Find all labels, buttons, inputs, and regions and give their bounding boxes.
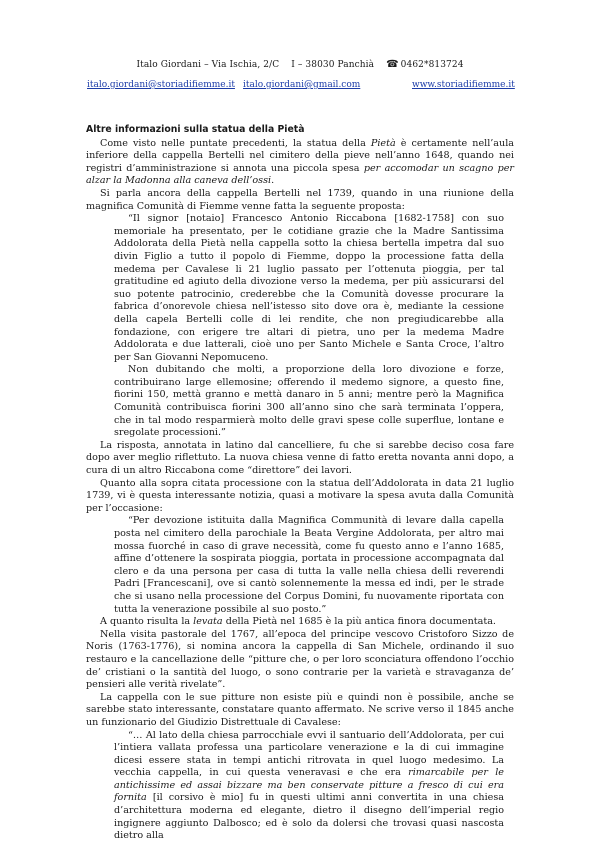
contact-links <box>0 80 600 94</box>
author-phone: 0462*813724 <box>400 60 464 70</box>
quotation: “Per devozione istituita dalla Magnifica Communità di levare dalla capella posta nel cimitero della parochiale la Beata Vergine Addolorata, per altro mai mossa fuorché in caso di grave necessità, come fu questo anno e l’anno 1685, affine d’ottenere la sospirata pioggia, portata in processione accompagnata dal clero e da una persona per casa di tutta la valle nella chiesa delli reverendi Padri [Francescani], ove si cantò solennemente la messa ed indi, per le strade che si usano nella processione del Corpus Domini, fu nuovamente riportata con tutta la venerazione possibile al suo posto.” <box>114 515 504 615</box>
author-city: I – 38030 Panchià <box>291 60 375 70</box>
article-body <box>86 124 514 843</box>
author-address: Italo Giordani – Via Ischia, 2/C <box>136 60 280 70</box>
paragraph: Come visto nelle puntate precedenti, la statua della Pietà è certamente nell’aula inferiore della cappella Bertelli nel cimitero della pieve nell’anno 1648, quando nei registri d’amministrazione si annota una piccola spesa per accomodar un scagno per alzar la Madonna alla caneva dell’ossi. <box>86 137 515 187</box>
paragraph: La cappella con le sue pitture non esiste più e quindi non è possibile, anche se sarebbe stato interessante, constatare quanto affermato. Ne scrive verso il 1845 anche un funzionario del Giudizio Distrettuale di Cavalese: <box>86 691 514 728</box>
phone-icon: ☎ <box>386 59 399 70</box>
paragraph: Si parla ancora della cappella Bertelli nel 1739, quando in una riunione della magnifica Comunità di Fiemme venne fatta la seguente proposta: <box>86 187 514 212</box>
letterhead <box>0 59 600 70</box>
quotation: “Il signor [notaio] Francesco Antonio Riccabona [1682-1758] con suo memoriale ha presentato, per le cotidiane grazie che la Madre Santissima Addolorata della Pietà nella cappella sotto la chiesa bertella impetra dal suo divin Figlio a tutto il popolo di Fiemme, doppo la processione fatta della medema per Cavalese li 21 luglio passato per l’ottenuta pioggia, per tal gratitudine ed agiuto della divozione verso la medema, per più assicurarsi del suo potente patrocinio, crederebbe che la Comunità dovesse procurare la fabrica d’onorevole chiesa nell’istesso sito dove ora è, mediante la cessione della capela Bertelli colle di lei rendite, che non pregiudicarebbe alla fondazione, con erigere tre altari di pietra, uno per la medema Madre Addolorata e due latterali, cioè uno per Santo Michele e Santa Croce, l’altro per San Giovanni Nepomuceno. <box>114 213 504 363</box>
paragraph: La risposta, annotata in latino dal cancelliere, fu che si sarebbe deciso cosa fare dopo aver meglio riflettuto. La nuova chiesa venne di fatto eretta novanta anni dopo, a cura di un altro Riccabona come “direttore” dei lavori. <box>86 439 514 477</box>
website-link[interactable]: www.storiadifiemme.it <box>412 80 515 90</box>
quotation: Non dubitando che molti, a proporzione della loro divozione e forze, contribuirano large ellemosine; offerendo il medemo signore, a questo fine, fiorini 150, mettà granno e mettà danaro in 5 anni; mentre però la Magnifica Comunità contribuisca fiorini 300 all’anno sino che sarà terminata l’oppera, che in tal modo resparmierà molto delle gravi spese colle superflue, lontane e sregolate processioni.” <box>114 364 504 439</box>
paragraph: Nella visita pastorale del 1767, all’epoca del principe vescovo Cristoforo Sizzo de Noris (1763-1776), si nomina ancora la cappella di San Michele, ordinando il suo restauro e la cancellazione delle “pitture che, o per loro sconciatura offendono l’occhio de’ cristiani o la santità del luogo, o sono contrarie per la varietà e stravaganza de’ pensieri alle verità rivelate”. <box>86 628 514 691</box>
paragraph: A quanto risulta la levata della Pietà nel 1685 è la più antica finora documentata. <box>100 616 496 628</box>
paragraph: Quanto alla sopra citata processione con la statua dell’Addolorata in data 21 luglio 1739, vi è questa interessante notizia, quasi a motivare la spesa avuta dalla Comunità per l’occasione: <box>86 477 514 514</box>
article-title: Altre informazioni sulla statua della Pietà <box>86 124 305 135</box>
quotation: “… Al lato della chiesa parrocchiale evvi il santuario dell’Addolorata, per cui l’intiera vallata professa una particolare venerazione e la di cui immagine dicesi essere stata in tempi antichi ritrovata in quel luogo medesimo. La vecchia cappella, in cui questa veneravasi e che era rimarcabile per le antichissime ed assai bizzare ma ben conservate pitture a fresco di cui era fornita [il corsivo è mio] fu in questi ultimi anni convertita in una chiesa d’architettura moderna ed elegante, dietro il disegno dell’imperial regio ingignere aggiunto Dalbosco; ed è solo da dolersi che trovasi quasi nascosta dietro alla <box>114 729 504 842</box>
email-link-gmail[interactable]: italo.giordani@gmail.com <box>243 80 361 90</box>
email-link-storiadifiemme[interactable]: italo.giordani@storiadifiemme.it <box>87 80 235 90</box>
